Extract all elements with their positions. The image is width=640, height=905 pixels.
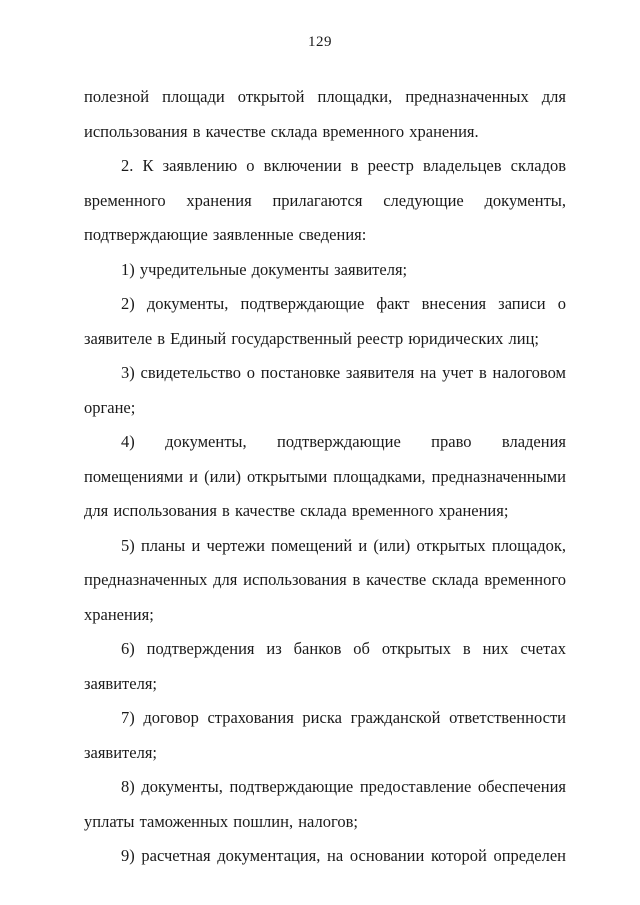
list-item: 4) документы, подтверждающие право владения помещениями и (или) открытыми площадками, предназначенными для использования в качестве склада временного хранения;: [84, 432, 566, 520]
document-body: [84, 80, 566, 874]
list-item: 7) договор страхования риска гражданской ответственности заявителя;: [84, 708, 566, 762]
list-item: 9) расчетная документация, на основании которой определен: [121, 846, 566, 865]
list-item: 8) документы, подтверждающие предоставление обеспечения уплаты таможенных пошлин, налогов;: [84, 777, 566, 831]
list-item: 1) учредительные документы заявителя;: [121, 259, 408, 279]
list-item: 3) свидетельство о постановке заявителя на учет в налоговом органе;: [84, 363, 566, 417]
list-item: 2) документы, подтверждающие факт внесения записи о заявителе в Единый государственный реестр юридических лиц;: [84, 294, 566, 348]
paragraph: 2. К заявлению о включении в реестр владельцев складов временного хранения прилагаются следующие документы, подтверждающие заявленные сведения:: [84, 156, 566, 244]
list-item: 6) подтверждения из банков об открытых в них счетах заявителя;: [84, 639, 566, 693]
list-item: 5) планы и чертежи помещений и (или) открытых площадок, предназначенных для использования в качестве склада временного хранения;: [84, 535, 566, 624]
paragraph: полезной площади открытой площадки, предназначенных для использования в качестве склада временного хранения.: [84, 87, 566, 141]
page-number: 129: [308, 34, 332, 50]
